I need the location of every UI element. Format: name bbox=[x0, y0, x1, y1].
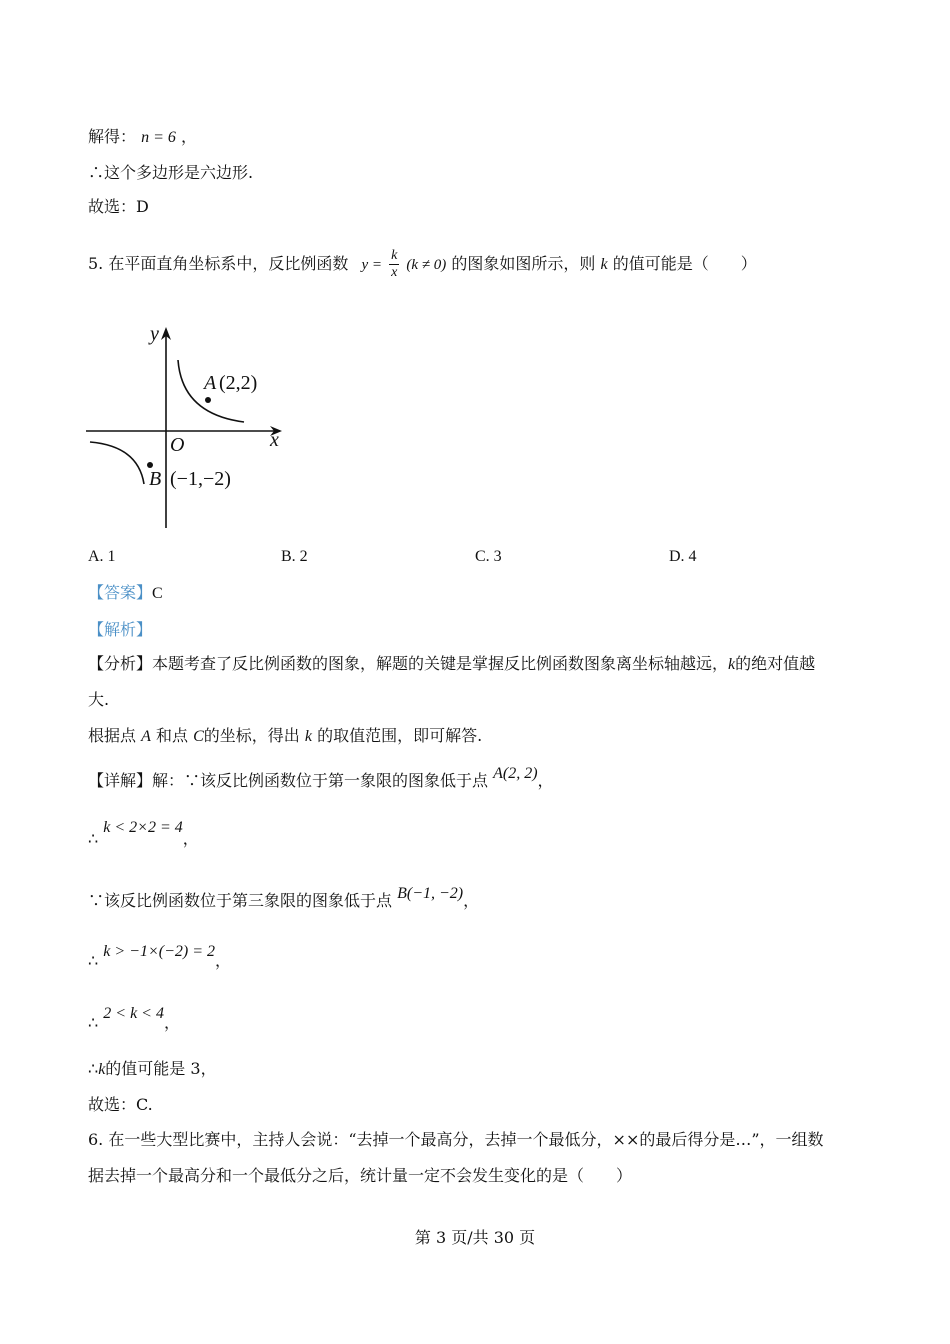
analysis-text: 和点 bbox=[155, 726, 188, 745]
analysis-line-3 bbox=[88, 725, 482, 748]
equation: n = 6 bbox=[141, 129, 176, 146]
condition: (k ≠ 0) bbox=[406, 257, 447, 273]
question-6-line-2: 据去掉一个最高分和一个最低分之后，统计量一定不会发生变化的是（ ） bbox=[88, 1166, 633, 1185]
therefore-symbol: ∴ bbox=[88, 951, 99, 970]
answer-tag: 【答案】 bbox=[88, 583, 153, 602]
point-c-ref: C bbox=[193, 728, 204, 745]
detail-line-1 bbox=[88, 765, 554, 793]
variable-k: k bbox=[728, 656, 736, 673]
analysis-line-1 bbox=[88, 653, 815, 676]
option-c: C. 3 bbox=[475, 548, 502, 565]
question-5-prefix: 5. 在平面直角坐标系中，反比例函数 bbox=[88, 254, 349, 273]
step-text: 的值可能是 3， bbox=[105, 1059, 217, 1078]
analysis-text: 根据点 bbox=[88, 726, 137, 745]
point-b-math: B(−1, −2) bbox=[397, 885, 464, 902]
inequality: k > −1×(−2) = 2 bbox=[103, 943, 216, 960]
detail-line-2 bbox=[88, 885, 480, 913]
inequality: k < 2×2 = 4 bbox=[103, 819, 183, 836]
solution-label: 解得： bbox=[88, 127, 137, 146]
answer-value: C bbox=[152, 585, 163, 602]
step-1 bbox=[88, 819, 199, 851]
x-axis-label: x bbox=[270, 429, 279, 451]
conclusion-line: ∴这个多边形是六边形. bbox=[88, 163, 254, 182]
analysis-text: 【分析】本题考查了反比例函数的图象，解题的关键是掌握反比例函数图象离坐标轴越远， bbox=[88, 654, 729, 673]
therefore-symbol: ∴ bbox=[88, 829, 99, 848]
solution-line bbox=[88, 126, 197, 149]
analysis-text: 的取值范围，即可解答. bbox=[317, 726, 483, 745]
variable-k: k bbox=[98, 1061, 106, 1078]
punctuation: ， bbox=[182, 829, 199, 848]
punctuation: ， bbox=[215, 951, 232, 970]
point-a-coords: (2,2) bbox=[219, 372, 258, 394]
fraction bbox=[389, 248, 399, 281]
question-5-end: 的值可能是（ ） bbox=[612, 254, 757, 273]
choice-line: 故选：D bbox=[88, 197, 149, 216]
detail-text: ∵该反比例函数位于第三象限的图象低于点 bbox=[88, 891, 393, 910]
variable-k: k bbox=[304, 728, 312, 745]
inequality: 2 < k < 4 bbox=[103, 1005, 164, 1022]
y-axis-label: y bbox=[150, 323, 159, 345]
option-d: D. 4 bbox=[669, 548, 697, 565]
function-y: y = bbox=[361, 257, 382, 273]
analysis-text: 的坐标，得出 bbox=[203, 726, 300, 745]
question-5-suffix: 的图象如图所示，则 bbox=[451, 254, 596, 273]
punctuation: ， bbox=[463, 891, 480, 910]
analysis-line-2: 大. bbox=[88, 690, 110, 709]
therefore-symbol: ∴ bbox=[88, 1059, 99, 1078]
point-a-name: A bbox=[204, 372, 217, 394]
point-a-dot bbox=[205, 397, 211, 403]
question-6-line-1: 6. 在一些大型比赛中，主持人会说：“去掉一个最高分，去掉一个最低分，××的最后得分是…”，一组数 bbox=[88, 1130, 824, 1149]
point-b-name: B bbox=[149, 468, 162, 490]
option-b: B. 2 bbox=[281, 548, 308, 565]
step-4 bbox=[88, 1058, 217, 1081]
numerator: k bbox=[391, 248, 398, 263]
option-a: A. 1 bbox=[88, 548, 116, 565]
denominator: x bbox=[391, 265, 398, 280]
origin-label: O bbox=[170, 434, 185, 456]
analysis-text: 的绝对值越 bbox=[735, 654, 816, 673]
hyperbola-graph bbox=[84, 318, 304, 530]
detail-text: 【详解】解：∵该反比例函数位于第一象限的图象低于点 bbox=[88, 771, 489, 790]
punctuation: ， bbox=[537, 771, 554, 790]
point-a-ref: A bbox=[141, 728, 151, 745]
analysis-tag: 【解析】 bbox=[88, 620, 153, 639]
punctuation: ， bbox=[163, 1013, 180, 1032]
answer-line bbox=[88, 582, 163, 605]
punctuation: ， bbox=[181, 127, 198, 146]
point-b-coords: (−1,−2) bbox=[170, 468, 231, 490]
question-5 bbox=[88, 246, 757, 283]
hyperbola-branch-third-quadrant bbox=[90, 442, 144, 484]
page-footer: 第 3 页/共 30 页 bbox=[414, 1228, 536, 1247]
step-2 bbox=[88, 943, 232, 973]
conclusion: 故选：C. bbox=[88, 1095, 153, 1114]
therefore-symbol: ∴ bbox=[88, 1013, 99, 1032]
point-a-math: A(2, 2) bbox=[493, 765, 538, 782]
step-3 bbox=[88, 1005, 180, 1035]
variable-k: k bbox=[600, 256, 608, 273]
